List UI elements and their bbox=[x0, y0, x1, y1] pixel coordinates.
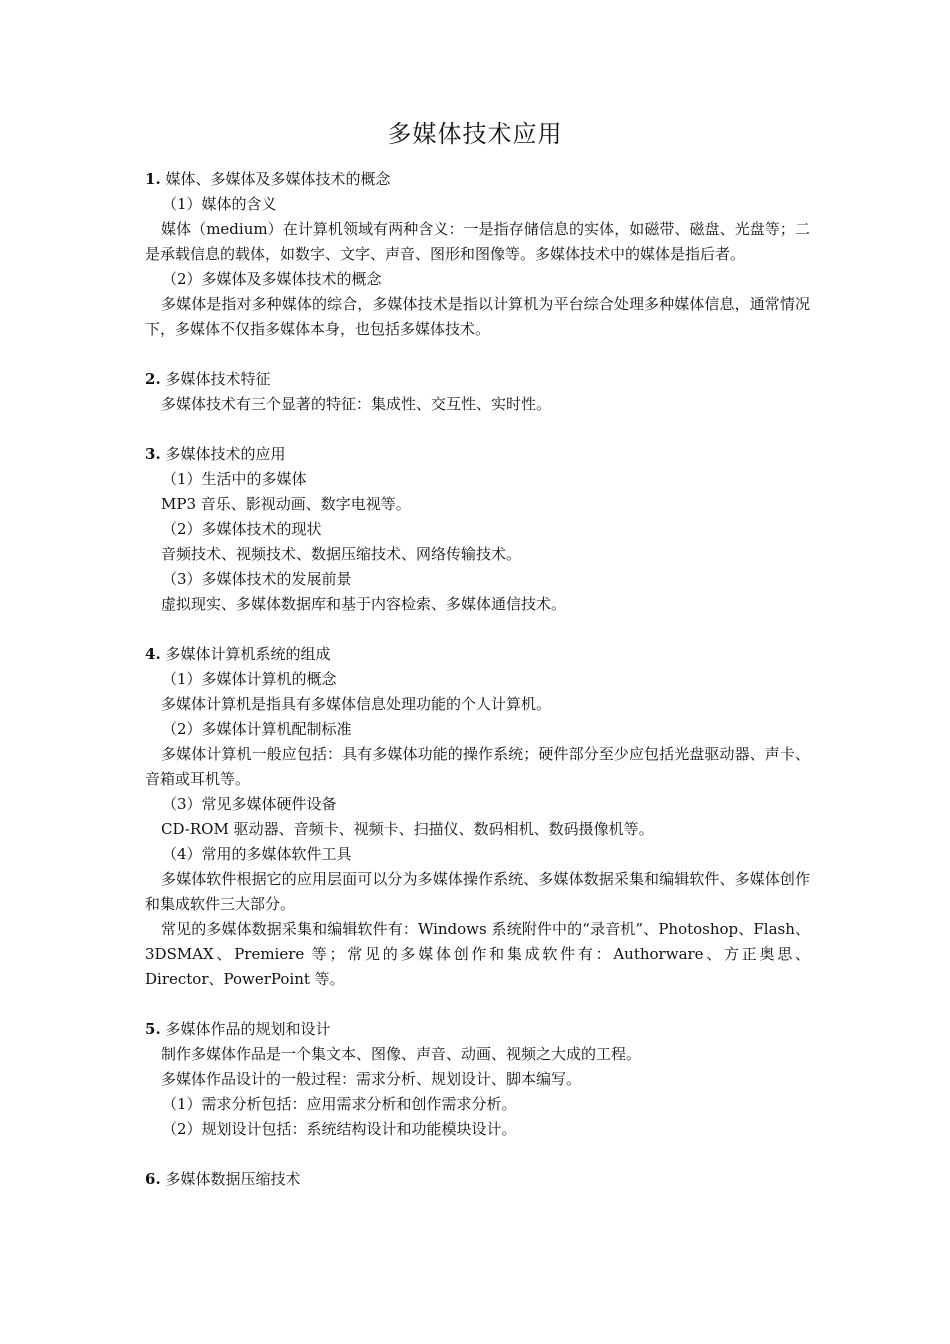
page-title: 多媒体技术应用 bbox=[387, 120, 563, 148]
section-title: 多媒体数据压缩技术 bbox=[165, 1170, 301, 1188]
section-number: 1 bbox=[145, 170, 156, 188]
section-heading: 2. 多媒体技术特征 bbox=[145, 370, 271, 388]
subsection-title: （3）常见多媒体硬件设备 bbox=[162, 795, 337, 813]
subsection-title: （1）多媒体计算机的概念 bbox=[162, 670, 337, 688]
section-heading: 1. 媒体、多媒体及多媒体技术的概念 bbox=[145, 170, 391, 188]
section-title: 多媒体技术的应用 bbox=[165, 445, 286, 463]
section-title: 多媒体作品的规划和设计 bbox=[165, 1020, 331, 1038]
paragraph: 多媒体计算机一般应包括：具有多媒体功能的操作系统；硬件部分至少应包括光盘驱动器、声卡、音箱或耳机等。 bbox=[145, 745, 810, 788]
subsection-title: （1）媒体的含义 bbox=[162, 195, 277, 213]
paragraph: 多媒体软件根据它的应用层面可以分为多媒体操作系统、多媒体数据采集和编辑软件、多媒体创作和集成软件三大部分。 bbox=[145, 870, 810, 913]
subsection-title: （1）需求分析包括：应用需求分析和创作需求分析。 bbox=[162, 1095, 517, 1113]
subsection-title: （2）规划设计包括：系统结构设计和功能模块设计。 bbox=[162, 1120, 517, 1138]
subsection-title: （2）多媒体计算机配制标准 bbox=[162, 720, 352, 738]
section-1 bbox=[145, 167, 810, 342]
section-6 bbox=[145, 1167, 810, 1192]
section-number: 4 bbox=[145, 645, 156, 663]
paragraph: CD-ROM 驱动器、音频卡、视频卡、扫描仪、数码相机、数码摄像机等。 bbox=[161, 820, 654, 838]
paragraph: 虚拟现实、多媒体数据库和基于内容检索、多媒体通信技术。 bbox=[161, 595, 567, 613]
subsection-title: （4）常用的多媒体软件工具 bbox=[162, 845, 352, 863]
subsection-title: （2）多媒体及多媒体技术的概念 bbox=[162, 270, 382, 288]
section-title: 多媒体技术特征 bbox=[165, 370, 271, 388]
subsection-title: （3）多媒体技术的发展前景 bbox=[162, 570, 352, 588]
section-number: 5 bbox=[145, 1020, 156, 1038]
section-heading: 4. 多媒体计算机系统的组成 bbox=[145, 645, 331, 663]
section-heading: 5. 多媒体作品的规划和设计 bbox=[145, 1020, 331, 1038]
section-number: 6 bbox=[145, 1170, 156, 1188]
section-5 bbox=[145, 1017, 810, 1142]
subsection-title: （2）多媒体技术的现状 bbox=[162, 520, 322, 538]
paragraph: 制作多媒体作品是一个集文本、图像、声音、动画、视频之大成的工程。 bbox=[161, 1045, 642, 1063]
section-3 bbox=[145, 442, 810, 617]
section-number: 3 bbox=[145, 445, 156, 463]
paragraph: 多媒体是指对多种媒体的综合，多媒体技术是指以计算机为平台综合处理多种媒体信息，通常情况下，多媒体不仅指多媒体本身，也包括多媒体技术。 bbox=[145, 295, 810, 338]
paragraph: 多媒体作品设计的一般过程：需求分析、规划设计、脚本编写。 bbox=[161, 1070, 582, 1088]
section-2 bbox=[145, 367, 810, 417]
section-title: 媒体、多媒体及多媒体技术的概念 bbox=[165, 170, 391, 188]
paragraph: 多媒体技术有三个显著的特征：集成性、交互性、实时性。 bbox=[161, 395, 552, 413]
section-title: 多媒体计算机系统的组成 bbox=[165, 645, 331, 663]
paragraph: 音频技术、视频技术、数据压缩技术、网络传输技术。 bbox=[161, 545, 522, 563]
paragraph: 多媒体计算机是指具有多媒体信息处理功能的个人计算机。 bbox=[161, 695, 552, 713]
document-body bbox=[145, 167, 810, 1192]
paragraph: 媒体（medium）在计算机领域有两种含义：一是指存储信息的实体，如磁带、磁盘、光盘等；二是承载信息的载体，如数字、文字、声音、图形和图像等。多媒体技术中的媒体是指后者。 bbox=[145, 220, 810, 263]
subsection-title: （1）生活中的多媒体 bbox=[162, 470, 307, 488]
section-heading: 6. 多媒体数据压缩技术 bbox=[145, 1170, 301, 1188]
section-heading: 3. 多媒体技术的应用 bbox=[145, 445, 286, 463]
section-4 bbox=[145, 642, 810, 992]
section-number: 2 bbox=[145, 370, 156, 388]
paragraph: 常见的多媒体数据采集和编辑软件有：Windows 系统附件中的“录音机”、Photoshop、Flash、3DSMAX、Premiere 等；常见的多媒体创作和集成软件有：Authorware、方正奥思、Director、PowerPoint 等。 bbox=[145, 920, 810, 988]
paragraph: MP3 音乐、影视动画、数字电视等。 bbox=[161, 495, 411, 513]
